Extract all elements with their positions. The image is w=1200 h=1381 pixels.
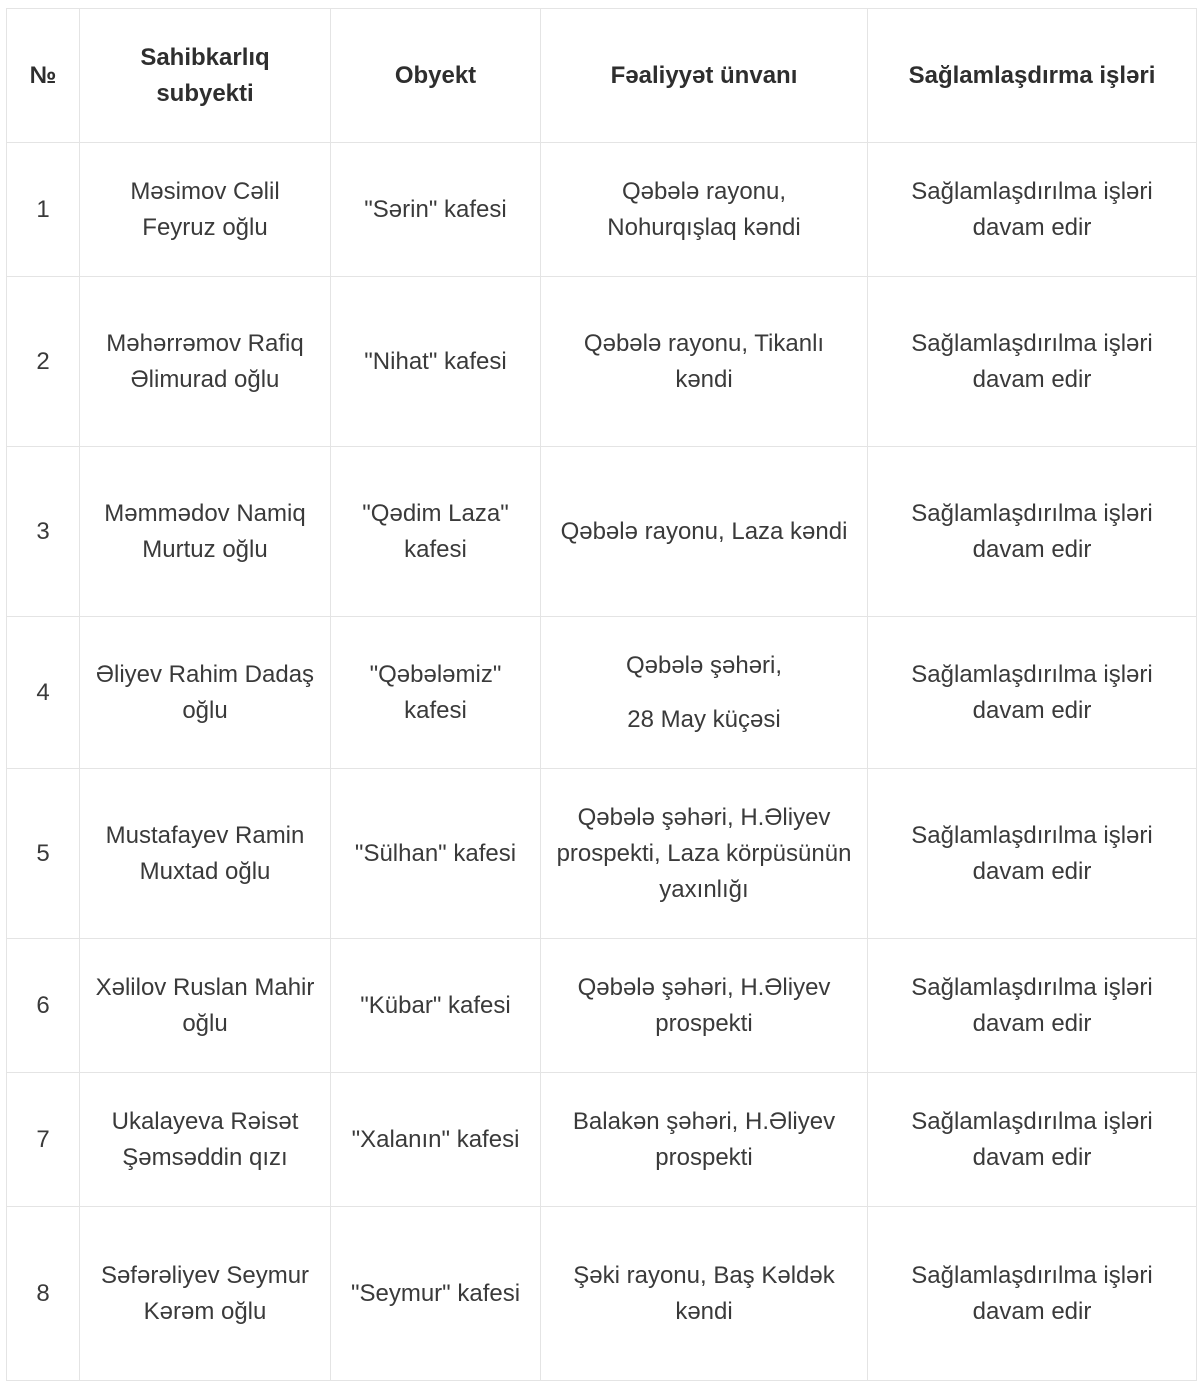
- table-row: [7, 1073, 1197, 1207]
- row-object: "Sərin" kafesi: [331, 143, 541, 277]
- row-number: 7: [7, 1073, 80, 1207]
- row-work-status: Sağlamlaşdırılma işləri davam edir: [868, 447, 1197, 617]
- address-line-1: Qəbələ şəhəri,: [625, 651, 783, 679]
- table-row: [7, 1207, 1197, 1381]
- row-work-status: Sağlamlaşdırılma işləri davam edir: [868, 769, 1197, 939]
- businesses-table: [6, 8, 1197, 1381]
- table-row: [7, 277, 1197, 447]
- row-work-status: Sağlamlaşdırılma işləri davam edir: [868, 277, 1197, 447]
- row-work-status: Sağlamlaşdırılma işləri davam edir: [868, 1207, 1197, 1381]
- row-subject: Xəlilov Ruslan Mahir oğlu: [80, 939, 331, 1073]
- table-row: [7, 617, 1197, 769]
- row-subject: Məhərrəmov Rafiq Əlimurad oğlu: [80, 277, 331, 447]
- header-object: Obyekt: [331, 9, 541, 143]
- row-number: 4: [7, 617, 80, 769]
- row-object: "Nihat" kafesi: [331, 277, 541, 447]
- table-row: [7, 447, 1197, 617]
- address-line-2: 28 May küçəsi: [627, 705, 781, 733]
- row-subject: Məsimov Cəlil Feyruz oğlu: [80, 143, 331, 277]
- row-object: "Qədim Laza" kafesi: [331, 447, 541, 617]
- row-address: Şəki rayonu, Baş Kəldək kəndi: [541, 1207, 868, 1381]
- table-row: [7, 769, 1197, 939]
- row-subject: Məmmədov Namiq Murtuz oğlu: [80, 447, 331, 617]
- row-object: "Kübar" kafesi: [331, 939, 541, 1073]
- row-subject: Səfərəliyev Seymur Kərəm oğlu: [80, 1207, 331, 1381]
- row-subject: Mustafayev Ramin Muxtad oğlu: [80, 769, 331, 939]
- row-number: 2: [7, 277, 80, 447]
- row-object: "Sülhan" kafesi: [331, 769, 541, 939]
- row-number: 6: [7, 939, 80, 1073]
- table-row: [7, 143, 1197, 277]
- row-number: 8: [7, 1207, 80, 1381]
- row-address: [541, 617, 868, 769]
- row-object: "Seymur" kafesi: [331, 1207, 541, 1381]
- header-subject: Sahibkarlıq subyekti: [80, 9, 331, 143]
- header-number: №: [7, 9, 80, 143]
- row-address: Qəbələ şəhəri, H.Əliyev prospekti: [541, 939, 868, 1073]
- row-work-status: Sağlamlaşdırılma işləri davam edir: [868, 143, 1197, 277]
- table-row: [7, 939, 1197, 1073]
- row-number: 1: [7, 143, 80, 277]
- row-number: 3: [7, 447, 80, 617]
- row-object: "Xalanın" kafesi: [331, 1073, 541, 1207]
- row-address: Qəbələ şəhəri, H.Əliyev prospekti, Laza körpüsünün yaxınlığı: [541, 769, 868, 939]
- row-work-status: Sağlamlaşdırılma işləri davam edir: [868, 1073, 1197, 1207]
- table-header-row: [7, 9, 1197, 143]
- header-address: Fəaliyyət ünvanı: [541, 9, 868, 143]
- row-address: Balakən şəhəri, H.Əliyev prospekti: [541, 1073, 868, 1207]
- row-address: Qəbələ rayonu, Laza kəndi: [541, 447, 868, 617]
- header-work: Sağlamlaşdırma işləri: [868, 9, 1197, 143]
- row-work-status: Sağlamlaşdırılma işləri davam edir: [868, 617, 1197, 769]
- row-work-status: Sağlamlaşdırılma işləri davam edir: [868, 939, 1197, 1073]
- row-object: "Qəbələmiz" kafesi: [331, 617, 541, 769]
- row-address: Qəbələ rayonu, Nohurqışlaq kəndi: [541, 143, 868, 277]
- row-address: Qəbələ rayonu, Tikanlı kəndi: [541, 277, 868, 447]
- row-subject: Əliyev Rahim Dadaş oğlu: [80, 617, 331, 769]
- row-subject: Ukalayeva Rəisət Şəmsəddin qızı: [80, 1073, 331, 1207]
- row-number: 5: [7, 769, 80, 939]
